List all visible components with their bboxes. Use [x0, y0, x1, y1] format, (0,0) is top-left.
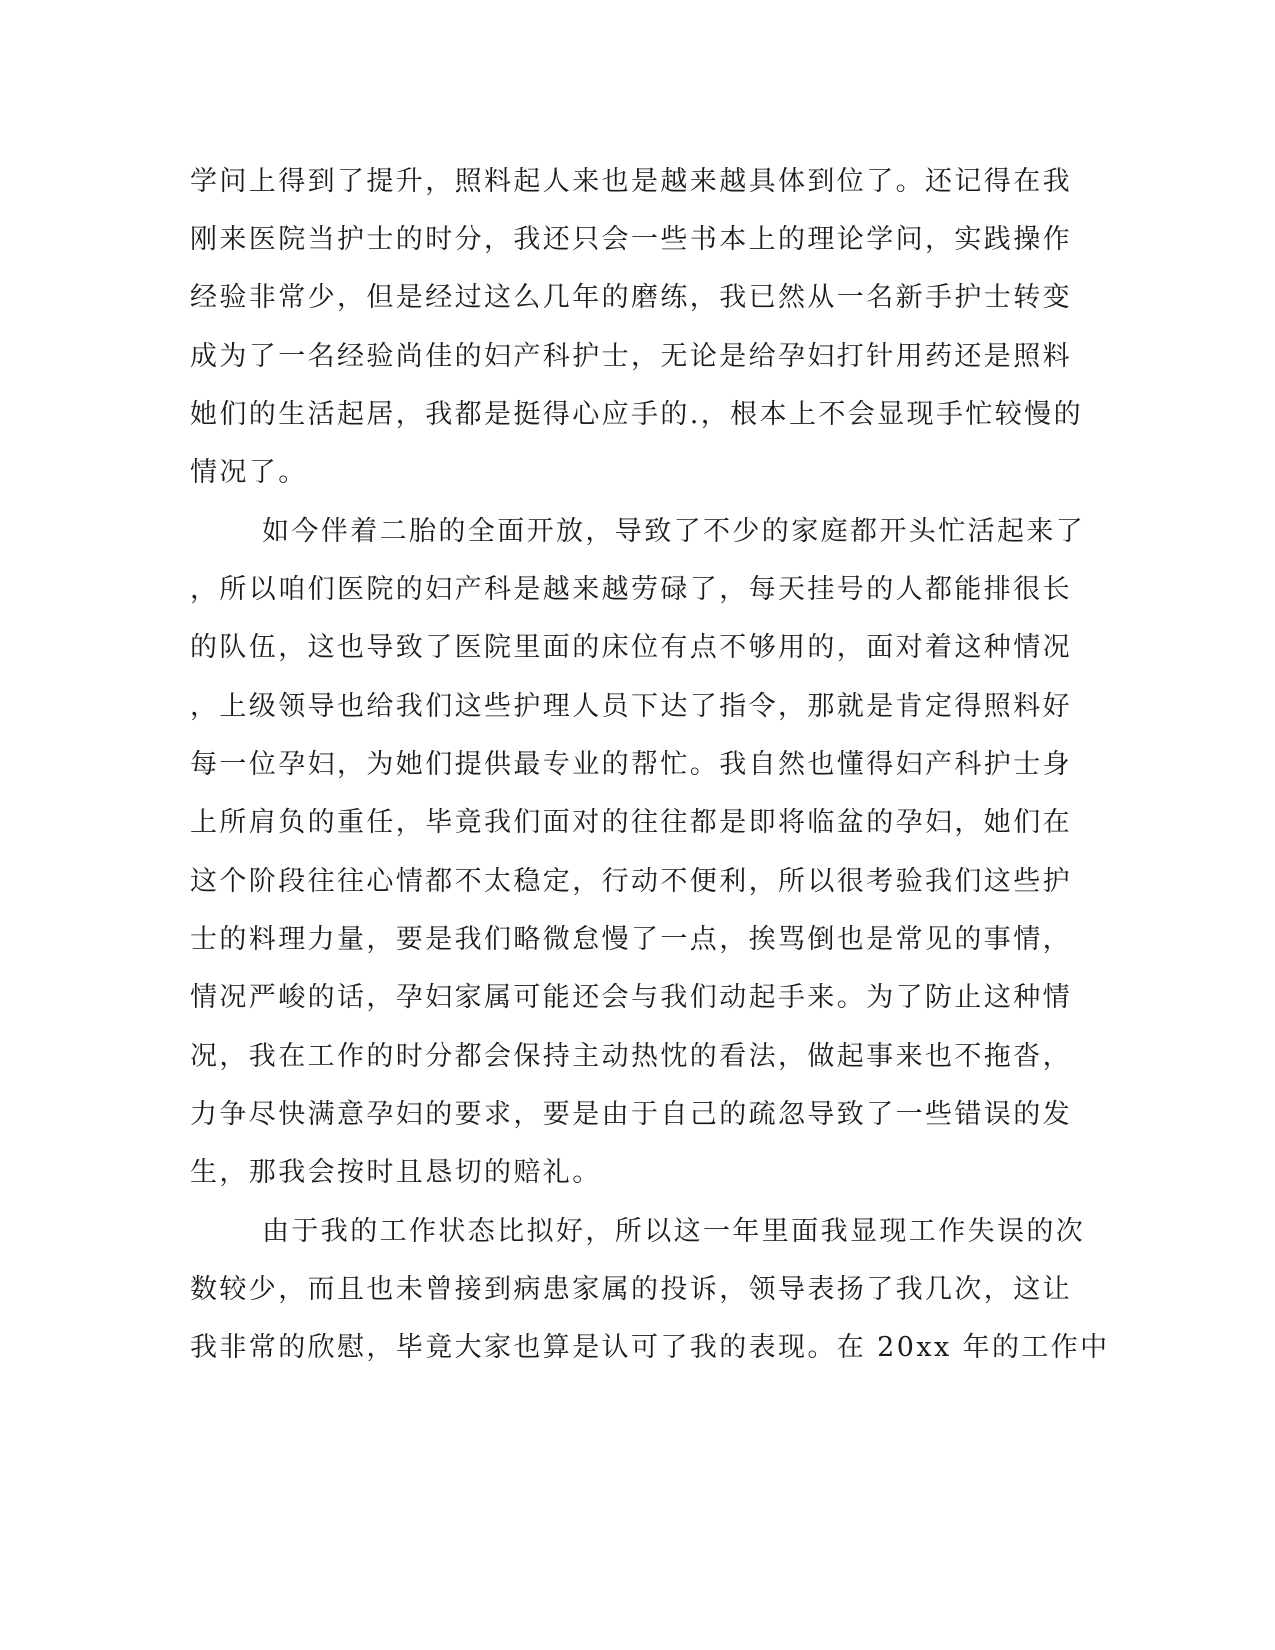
text-line: 士的料理力量，要是我们略微怠慢了一点，挨骂倒也是常见的事情，: [190, 924, 1072, 955]
text-line: 上所肩负的重任，毕竟我们面对的往往都是即将临盆的孕妇，她们在: [190, 807, 1072, 838]
text-line: 这个阶段往往心情都不太稳定，行动不便利，所以很考验我们这些护: [190, 866, 1072, 897]
text-line: 学问上得到了提升，照料起人来也是越来越具体到位了。还记得在我: [190, 166, 1072, 197]
text-line: 经验非常少，但是经过这么几年的磨练，我已然从一名新手护士转变: [190, 282, 1072, 313]
text-line: ，上级领导也给我们这些护理人员下达了指令，那就是肯定得照料好: [190, 691, 1072, 722]
text-line: ，所以咱们医院的妇产科是越来越劳碌了，每天挂号的人都能排很长: [190, 574, 1072, 605]
text-line: 数较少，而且也未曾接到病患家属的投诉，领导表扬了我几次，这让: [190, 1274, 1072, 1305]
text-line: 的队伍，这也导致了医院里面的床位有点不够用的，面对着这种情况: [190, 632, 1072, 663]
text-line: 刚来医院当护士的时分，我还只会一些书本上的理论学问，实践操作: [190, 224, 1072, 255]
text-line: 情况严峻的话，孕妇家属可能还会与我们动起手来。为了防止这种情: [190, 982, 1072, 1013]
paragraph-first-line: 如今伴着二胎的全面开放，导致了不少的家庭都开头忙活起来了: [262, 516, 1086, 547]
text-line: 况，我在工作的时分都会保持主动热忱的看法，做起事来也不拖沓，: [190, 1041, 1072, 1072]
text-line: 她们的生活起居，我都是挺得心应手的.，根本上不会显现手忙较慢的: [190, 399, 1083, 430]
text-line: 力争尽快满意孕妇的要求，要是由于自己的疏忽导致了一些错误的发: [190, 1099, 1072, 1130]
text-line: 我非常的欣慰，毕竟大家也算是认可了我的表现。在 20xx 年的工作中: [190, 1332, 1110, 1363]
text-line: 生，那我会按时且恳切的赔礼。: [190, 1157, 602, 1188]
text-line: 情况了。: [190, 457, 308, 488]
text-line: 每一位孕妇，为她们提供最专业的帮忙。我自然也懂得妇产科护士身: [190, 749, 1072, 780]
text-line: 成为了一名经验尚佳的妇产科护士，无论是给孕妇打针用药还是照料: [190, 341, 1072, 372]
paragraph-first-line: 由于我的工作状态比拟好，所以这一年里面我显现工作失误的次: [262, 1216, 1086, 1247]
